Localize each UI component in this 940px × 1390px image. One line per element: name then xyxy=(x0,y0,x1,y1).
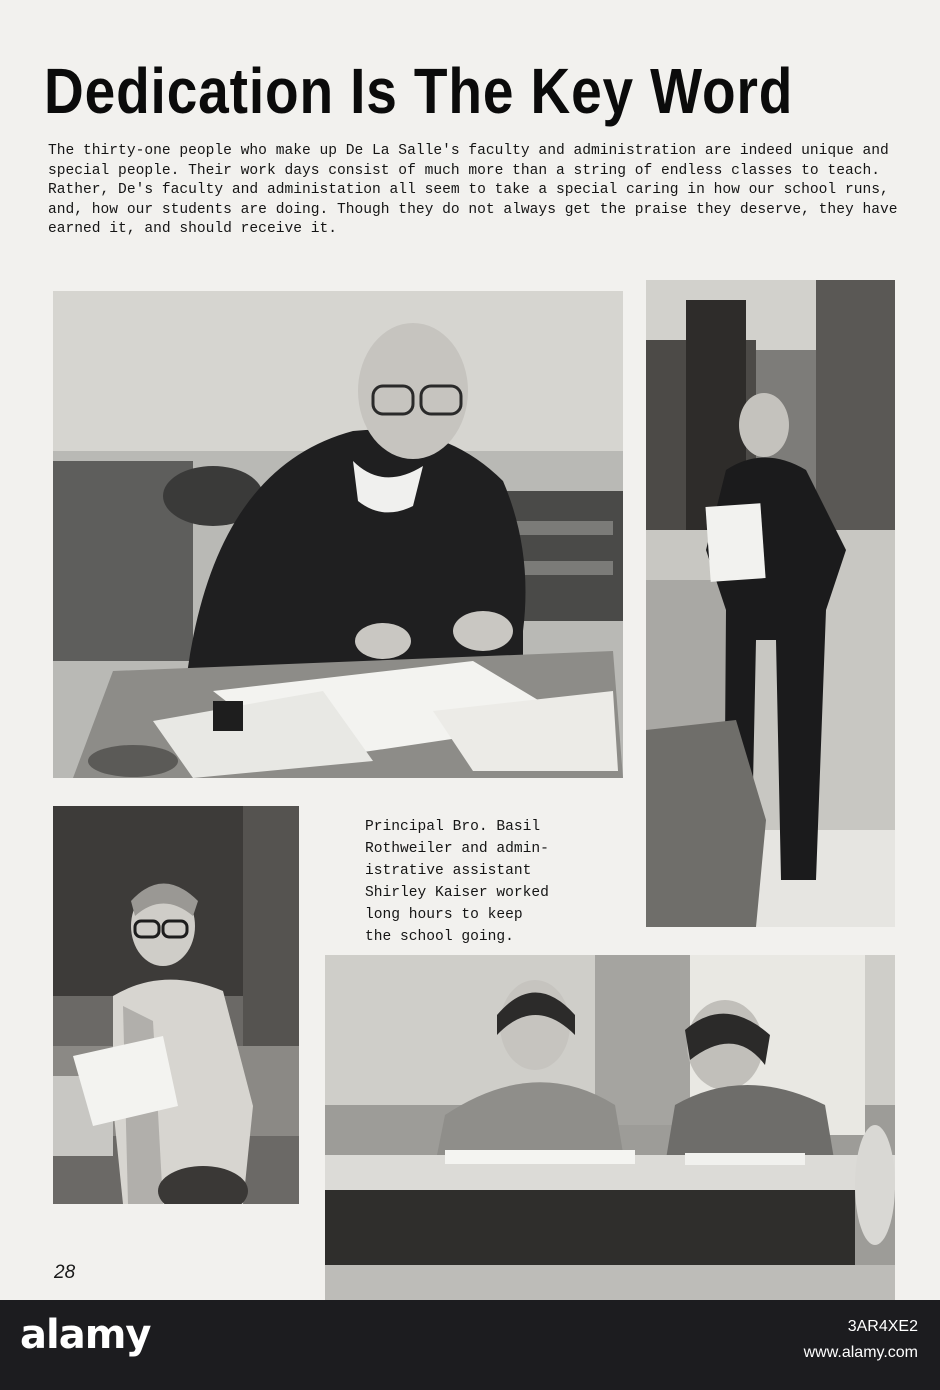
photo-woman-and-student-at-table xyxy=(325,955,895,1300)
photo-woman-reading-paper xyxy=(53,806,299,1204)
intro-paragraph: The thirty-one people who make up De La Salle's faculty and administration are indeed unique and special people. Their work days consist of much more than a string of endless classes to teach. Rather, De's faculty and administation all seem to take a special caring in how our school runs, and, how our students are doing. Though they do not always get the praise they deserve, they have earned it, and should receive it. xyxy=(48,143,898,237)
page-headline: Dedication Is The Key Word xyxy=(44,55,794,127)
photo-principal-speaking-at-podium xyxy=(646,280,895,927)
alamy-logo: alamy xyxy=(20,1312,151,1358)
watermark-info xyxy=(804,1318,918,1362)
image-id: 3AR4XE2 xyxy=(847,1318,918,1335)
photo-principal-writing-at-desk xyxy=(53,291,623,778)
photo-caption: Principal Bro. Basil Rothweiler and admin- istrative assistant Shirley Kaiser worked long hours to keep the school going. xyxy=(365,819,549,945)
watermark-url[interactable]: www.alamy.com xyxy=(803,1344,918,1361)
page-number: 28 xyxy=(54,1262,76,1283)
